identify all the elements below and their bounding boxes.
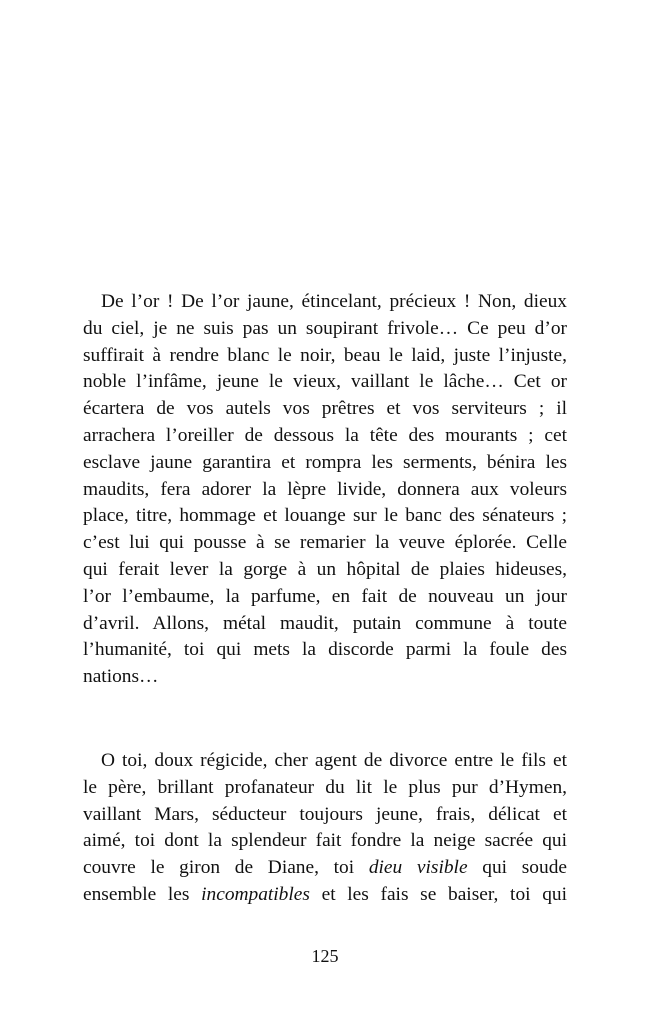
- italic-text: incompatibles: [201, 883, 310, 905]
- page-number: 125: [311, 946, 339, 966]
- text-line: vaillant Mars, séducteur toujours jeune, frais, délicat et: [83, 803, 567, 825]
- text-line: De l’or ! De l’or jaune, étincelant, précieux ! Non, dieux: [101, 291, 567, 312]
- text-line: l’or l’embaume, la parfume, en fait de nouveau un jour: [83, 585, 567, 607]
- paragraph-2: [83, 748, 567, 909]
- paragraph-1: [83, 289, 567, 691]
- text-line: qui ferait lever la gorge à un hôpital de plaies hideuses,: [83, 558, 567, 580]
- italic-text: dieu visible: [368, 857, 468, 879]
- text-line: c’est lui qui pousse à se remarier la veuve éplorée. Celle: [83, 532, 567, 554]
- text-run: et les fais se baiser, toi qui: [309, 883, 567, 905]
- text-line: arrachera l’oreiller de dessous la tête des mourants ; cet: [83, 424, 567, 446]
- text-line: écartera de vos autels vos prêtres et vos serviteurs ; il: [83, 398, 567, 420]
- text-line: esclave jaune garantira et rompra les serments, bénira les: [83, 451, 567, 473]
- text-run: couvre le giron de Diane, toi: [83, 857, 369, 879]
- text-line: maudits, fera adorer la lèpre livide, donnera aux voleurs: [83, 478, 567, 500]
- text-line: suffirait à rendre blanc le noir, beau le laid, juste l’injuste,: [83, 344, 567, 366]
- text-line: noble l’infâme, jeune le vieux, vaillant le lâche… Cet or: [83, 371, 567, 393]
- text-line: d’avril. Allons, métal maudit, putain commune à toute: [83, 612, 567, 634]
- text-line: [83, 882, 567, 909]
- text-run: ensemble les: [83, 883, 202, 905]
- text-line: l’humanité, toi qui mets la discorde parmi la foule des: [83, 639, 567, 661]
- text-line: le père, brillant profanateur du lit le plus pur d’Hymen,: [83, 776, 567, 798]
- text-line: O toi, doux régicide, cher agent de divorce entre le fils et: [101, 750, 567, 771]
- text-line: nations…: [83, 666, 159, 688]
- text-line: aimé, toi dont la splendeur fait fondre la neige sacrée qui: [83, 830, 567, 852]
- text-run: qui soude: [467, 857, 567, 879]
- text-line: du ciel, je ne suis pas un soupirant frivole… Ce peu d’or: [83, 317, 567, 339]
- text-line: [83, 855, 567, 882]
- text-line: place, titre, hommage et louange sur le banc des sénateurs ;: [83, 505, 567, 527]
